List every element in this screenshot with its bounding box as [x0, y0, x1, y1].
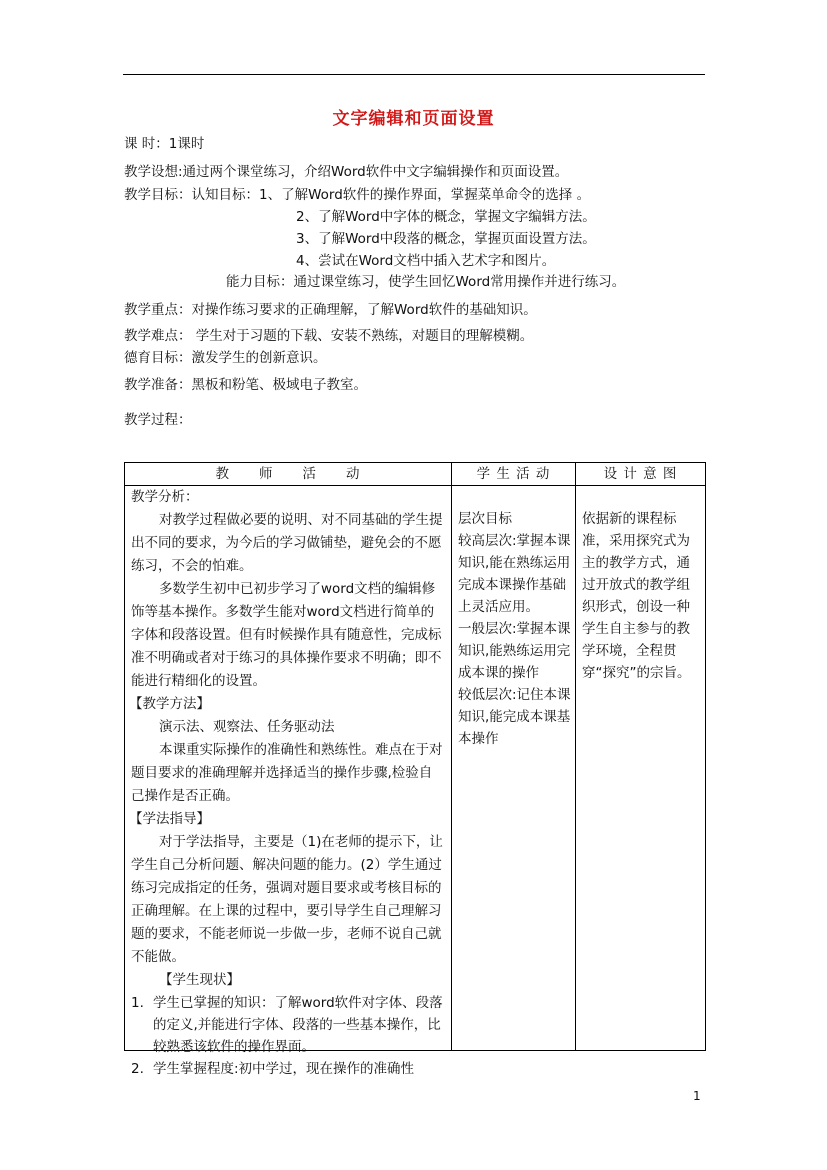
- student-level-mid: 一般层次:掌握本课知识,能熟练运用完成本课的操作: [458, 621, 571, 681]
- teacher-activity-header: 教 师 活 动: [125, 463, 452, 486]
- method-title: 【教学方法】: [129, 696, 210, 712]
- student-activity-cell: [452, 486, 576, 1051]
- design-intent-cell: [576, 486, 706, 1051]
- design-intent-header: 设 计 意 图: [576, 463, 706, 486]
- preparation: 教学准备：黑板和粉笔、极域电子教室。: [124, 377, 367, 393]
- lesson-hours: 课 时：1课时: [124, 136, 205, 152]
- header-rule: [123, 74, 705, 75]
- student-level-low: 较低层次:记住本课知识,能完成本课基本操作: [458, 687, 571, 747]
- analysis-title: 教学分析：: [131, 489, 199, 505]
- status-item-text: 学生掌握程度:初中学过，现在操作的准确性: [153, 1061, 415, 1077]
- status-item-2: [131, 1058, 445, 1080]
- page-title: 文字编辑和页面设置: [332, 109, 495, 129]
- moral-goal: 德育目标：激发学生的创新意识。: [124, 350, 327, 366]
- study-paragraph: 对于学法指导，主要是（1)在老师的提示下，让学生自己分析问题、解决问题的能力。(2）学生通过练习完成指定的任务，强调对题目要求或考核目标的正确理解。在上课的过程中，要引导学生自己理解习题的要求，不能老师说一步做一步，老师不说自己就不能做。: [131, 834, 443, 965]
- goal-item-4: 4、尝试在Word文档中插入艺术字和图片。: [296, 253, 556, 269]
- goal-item-3: 3、了解Word中段落的概念，掌握页面设置方法。: [296, 231, 596, 247]
- student-level-high: 较高层次:掌握本课知识,能在熟练运用完成本课操作基础上灵活应用。: [458, 533, 571, 615]
- student-activity-header: 学 生 活 动: [452, 463, 576, 486]
- teacher-activity-cell: [125, 486, 452, 1077]
- method-list: 演示法、观察法、任务驱动法: [159, 719, 335, 735]
- status-item-text: 学生已掌握的知识：了解word软件对字体、段落的定义,并能进行字体、段落的一些基本操作，比较熟悉该软件的操作界面。: [153, 995, 443, 1055]
- study-title: 【学法指导】: [129, 811, 210, 827]
- analysis-paragraph-1: 对教学过程做必要的说明、对不同基础的学生提出不同的要求，为今后的学习做铺垫，避免会的不愿练习，不会的怕难。: [131, 512, 443, 574]
- goal-item-2: 2、了解Word中字体的概念，掌握文字编辑方法。: [296, 209, 596, 225]
- process-label: 教学过程：: [124, 412, 192, 428]
- method-paragraph: 本课重实际操作的准确性和熟练性。难点在于对题目要求的准确理解并选择适当的操作步骤,检验自己操作是否正确。: [131, 742, 443, 804]
- process-table: [124, 462, 706, 1077]
- teaching-goal: 教学目标：认知目标：1、了解Word软件的操作界面，掌握菜单命令的选择 。: [124, 187, 591, 203]
- design-intent-text: 依据新的课程标准，采用探究式为主的教学方式，通过开放式的教学组织形式，创设一种学生自主参与的教学环境，全程贯穿“探究”的宗旨。: [582, 511, 691, 681]
- key-point: 教学重点：对操作练习要求的正确理解，了解Word软件的基础知识。: [124, 302, 537, 318]
- page-number: 1: [693, 1089, 701, 1103]
- teaching-idea: 教学设想:通过两个课堂练习，介绍Word软件中文字编辑操作和页面设置。: [124, 164, 569, 180]
- analysis-paragraph-2: 多数学生初中已初步学习了word文档的编辑修饰等基本操作。多数学生能对word文档进行简单的字体和段落设置。但有时候操作具有随意性，完成标准不明确或者对于练习的具体操作要求不明确；即不能进行精细化的设置。: [131, 581, 442, 689]
- status-item-number: 1.: [131, 995, 144, 1011]
- student-levels-title: 层次目标: [458, 511, 512, 527]
- status-item-1: [131, 992, 445, 1058]
- status-item-number: 2.: [131, 1061, 144, 1077]
- difficult-point: 教学难点： 学生对于习题的下载、安装不熟练，对题目的理解模糊。: [124, 328, 534, 344]
- status-title: 【学生现状】: [159, 972, 240, 988]
- ability-goal: 能力目标：通过课堂练习，使学生回忆Word常用操作并进行练习。: [226, 274, 626, 290]
